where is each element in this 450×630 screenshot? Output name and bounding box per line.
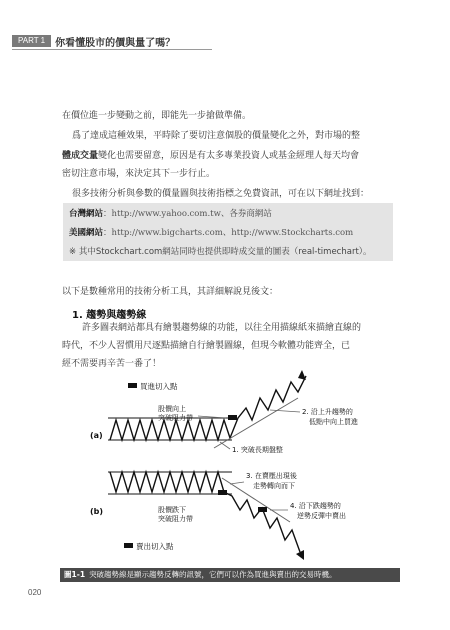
page-number: 020 [28, 588, 42, 597]
us-links-row: 美國網站：http://www.bigcharts.com、http://www.Stockcharts.com [69, 228, 354, 238]
chapter-title: 你看懂股市的價與量了嗎？ [55, 37, 176, 49]
b-breakdown-l1: 股價跌下 [158, 506, 186, 514]
intro-line: 以下是數種常用的技術分析工具，其詳細解說見後文： [62, 287, 279, 297]
sell-marker-icon [218, 490, 227, 495]
buy-marker-icon [228, 415, 237, 420]
yahoo-link[interactable]: http://www.yahoo.com.tw [111, 209, 221, 219]
pointer-line [220, 442, 230, 449]
legend-sell: 賣出切入點 [136, 542, 174, 551]
sell-marker-icon [124, 543, 133, 548]
stockcharts-link[interactable]: http://www.Stockcharts.com [231, 228, 354, 238]
legend-buy: 買進切入點 [140, 382, 178, 391]
a-breakout-l1: 股價向上 [158, 405, 186, 413]
uptrend-line [214, 398, 298, 448]
paragraph-line: 爲了達成這種效果，平時除了要切注意個股的價量變化之外，對市場的整 [72, 131, 361, 141]
a-note2-l1: 2. 沿上升趨勢的 [302, 408, 353, 416]
panel-b-label: (b) [90, 507, 104, 516]
a-note2-l2: 低點中向上買進 [309, 418, 358, 426]
b-note3-l2: 走勢轉向而下 [253, 482, 295, 490]
taiwan-suffix: 、各券商網站 [220, 209, 272, 219]
figure-caption [60, 568, 400, 582]
section-line: 許多圖表網站都具有繪製趨勢線的功能，以往全用描線紙來描繪直線的 [82, 323, 362, 333]
links-note: ※ 其中Stockchart.com網站同時也提供即時成交量的圖表（real-timechart）。 [69, 247, 372, 257]
b-note3-l1: 3. 在賣壓出現後 [246, 472, 297, 480]
section-line: 時代，不少人習慣用尺逐點描繪自行繪製圖線，但現今軟體功能齊全，已 [62, 341, 351, 351]
bold-term: 體成交量 [62, 151, 99, 161]
sell-marker-icon [258, 507, 267, 512]
a-note1: 1. 突破長期盤整 [232, 446, 283, 454]
a-breakout-l2: 突破阻力帶 [158, 414, 193, 422]
b-note4-l2: 逆勢反彈中賣出 [297, 512, 346, 520]
section-line: 經不需要再辛苦一番了！ [62, 359, 162, 369]
paragraph-text: 變化也需要留意，原因是有太多專業投資人或基金經理人每天均會 [98, 151, 360, 161]
paragraph-line: 在價位進一步變動之前，即能先一步搶做準備。 [62, 111, 252, 121]
paragraph-line: 很多技術分析與參數的價量圖與技術指標之免費資訊，可在以下網址找到： [72, 189, 370, 199]
panel-a-label: (a) [90, 431, 103, 440]
buy-marker-icon [128, 383, 137, 388]
part-tag: PART 1 [12, 35, 51, 47]
caption-text: 突破趨勢線是顯示趨勢反轉的訊號，它們可以作為買進與賣出的交易時機。 [89, 570, 337, 579]
paragraph-line: 密切注意市場，來決定其下一步行止。 [62, 169, 216, 179]
b-breakdown-l2: 突破阻力帶 [158, 515, 193, 523]
us-label: 美國網站 [69, 228, 104, 238]
bigcharts-link[interactable]: http://www.bigcharts.com [111, 228, 223, 238]
b-note4-l1: 4. 沿下跌趨勢的 [290, 502, 341, 510]
taiwan-label: 台灣網站 [69, 209, 104, 219]
section-title: 1. 趨勢與趨勢線 [72, 310, 147, 321]
pointer-line [230, 482, 244, 484]
figure-number: 圖1-1 [64, 570, 86, 579]
taiwan-links-row: 台灣網站：http://www.yahoo.com.tw、各券商網站 [69, 209, 272, 219]
up-arrow-icon [298, 370, 306, 380]
